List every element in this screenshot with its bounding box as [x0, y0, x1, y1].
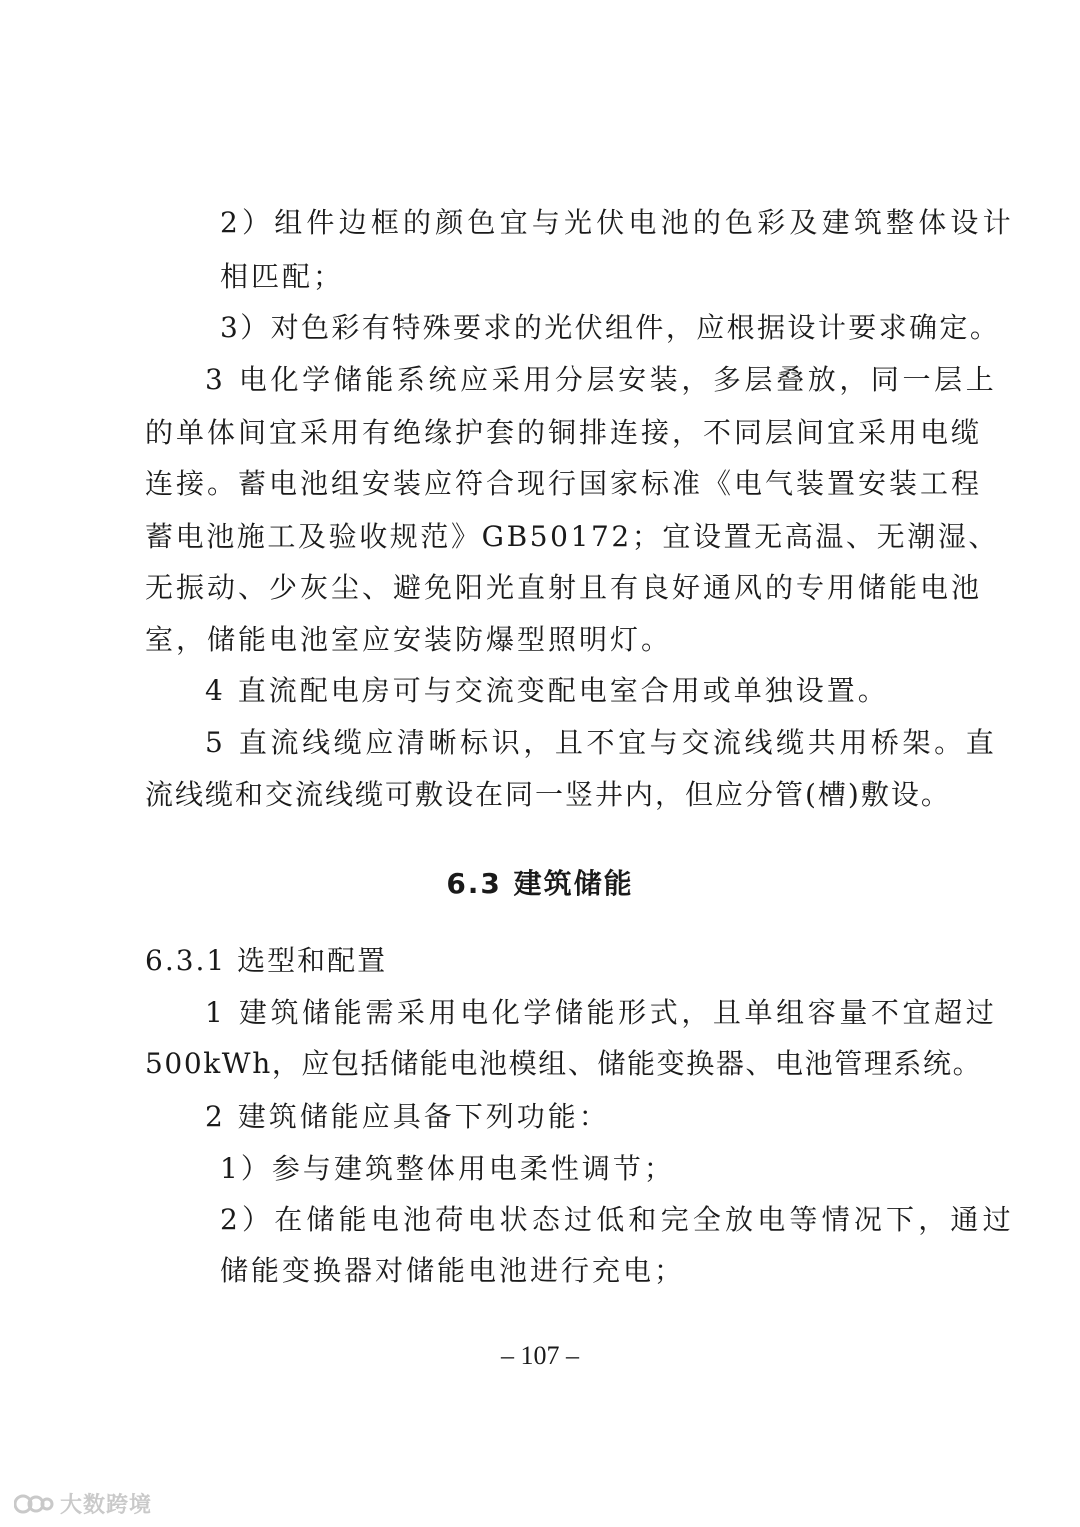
paragraph-line: 流线缆和交流线缆可敷设在同一竖井内，但应分管(槽)敷设。: [145, 778, 951, 811]
paragraph-line: 4 直流配电房可与交流变配电室合用或单独设置。: [205, 674, 889, 707]
paragraph-line: 1）参与建筑整体用电柔性调节；: [220, 1152, 675, 1185]
paragraph-line: 1 建筑储能需采用电化学储能形式，且单组容量不宜超过: [205, 996, 998, 1029]
paragraph-line: 2）在储能电池荷电状态过低和完全放电等情况下，通过: [220, 1203, 1015, 1236]
paragraph-line: 2）组件边框的颜色宜与光伏电池的色彩及建筑整体设计: [220, 206, 1015, 239]
watermark: [14, 1488, 152, 1519]
watermark-logo-icon: [14, 1492, 54, 1516]
paragraph-line: 室，储能电池室应安装防爆型照明灯。: [145, 623, 673, 656]
paragraph-line: 连接。蓄电池组安装应符合现行国家标准《电气装置安装工程: [145, 467, 983, 500]
paragraph-line: 无振动、少灰尘、避免阳光直射且有良好通风的专用储能电池: [145, 571, 983, 604]
subsection-heading: 6.3.1 选型和配置: [145, 944, 388, 977]
paragraph-line: 蓄电池施工及验收规范》GB50172；宜设置无高温、无潮湿、: [145, 520, 1000, 553]
paragraph-line: 2 建筑储能应具备下列功能：: [205, 1100, 610, 1133]
paragraph-line: 相匹配；: [220, 260, 345, 293]
paragraph-line: 3）对色彩有特殊要求的光伏组件，应根据设计要求确定。: [220, 311, 1001, 344]
paragraph-line: 500kWh，应包括储能电池模组、储能变换器、电池管理系统。: [145, 1047, 983, 1080]
paragraph-line: 5 直流线缆应清晰标识，且不宜与交流线缆共用桥架。直: [205, 726, 998, 759]
watermark-text: 大数跨境: [60, 1493, 153, 1518]
section-title: 6.3 建筑储能: [446, 867, 634, 900]
paragraph-line: 3 电化学储能系统应采用分层安装，多层叠放，同一层上: [205, 363, 998, 396]
page-number: – 107 –: [501, 1341, 579, 1370]
paragraph-line: 储能变换器对储能电池进行充电；: [220, 1254, 686, 1287]
paragraph-line: 的单体间宜采用有绝缘护套的铜排连接，不同层间宜采用电缆: [145, 416, 983, 449]
